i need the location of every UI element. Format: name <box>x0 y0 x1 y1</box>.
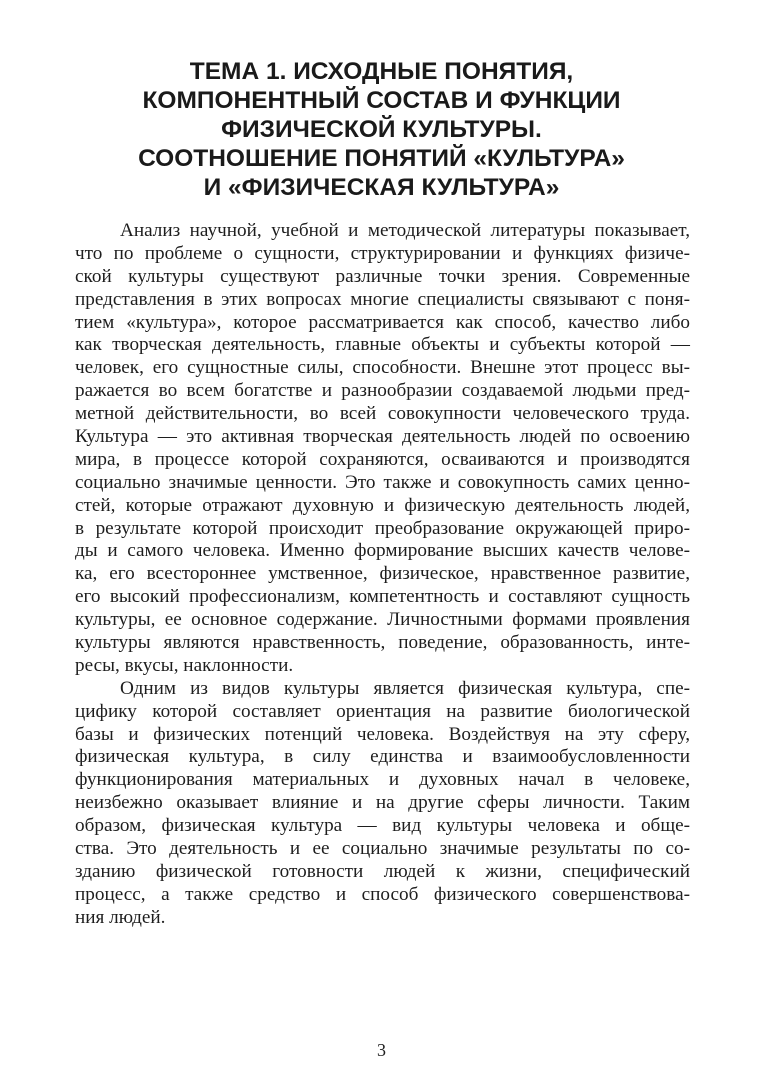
text-line: социально значимые ценности. Это также и совокупность самих ценно- <box>75 471 690 493</box>
paragraph-1 <box>75 220 690 678</box>
text-line: как творческая деятельность, главные объекты и субъекты которой — <box>75 334 690 356</box>
text-line: Анализ научной, учебной и методической литературы показывает, <box>120 220 690 241</box>
text-line: цифику которой составляет ориентация на развитие биологической <box>75 700 690 722</box>
text-line: функционирования материальных и духовных начал в человеке, <box>75 769 690 791</box>
title-line: ТЕМА 1. ИСХОДНЫЕ ПОНЯТИЯ, <box>189 58 574 85</box>
text-line: стей, которые отражают духовную и физическую деятельность людей, <box>75 494 690 516</box>
title-line: И «ФИЗИЧЕСКАЯ КУЛЬТУРА» <box>203 174 560 201</box>
paragraph-2 <box>75 678 690 930</box>
text-line: неизбежно оказывает влияние и на другие сферы личности. Таким <box>75 792 690 814</box>
chapter-title <box>70 57 693 202</box>
text-line: ражается во всем богатстве и разнообразии создаваемой людьми пред- <box>75 380 690 402</box>
body-text <box>75 220 690 930</box>
text-line: в результате которой происходит преобразование окружающей приро- <box>75 517 690 539</box>
text-line: человек, его сущностные силы, способности. Внешне этот процесс вы- <box>75 357 690 379</box>
title-line: СООТНОШЕНИЕ ПОНЯТИЙ «КУЛЬТУРА» <box>138 145 625 172</box>
page-number: 3 <box>377 1040 386 1060</box>
text-line: мира, в процессе которой сохраняются, осваиваются и производятся <box>75 448 690 470</box>
text-line: образом, физическая культура — вид культуры человека и обще- <box>75 815 690 837</box>
text-line: базы и физических потенций человека. Воздействуя на эту сферу, <box>75 723 690 745</box>
text-line: культуры, ее основное содержание. Личностными формами проявления <box>75 609 690 631</box>
text-line: метной действительности, во всей совокупности человеческого труда. <box>75 403 690 425</box>
title-line: КОМПОНЕНТНЫЙ СОСТАВ И ФУНКЦИИ <box>142 87 621 114</box>
title-line: ФИЗИЧЕСКОЙ КУЛЬТУРЫ. <box>221 116 542 143</box>
text-line: ства. Это деятельность и ее социально значимые результаты по со- <box>75 838 690 860</box>
text-line: Одним из видов культуры является физическая культура, спе- <box>120 677 690 699</box>
text-line: его высокий профессионализм, компетентность и составляют сущность <box>75 586 690 608</box>
text-line: ды и самого человека. Именно формирование высших качеств челове- <box>75 540 690 562</box>
text-line: процесс, а также средство и способ физического совершенствова- <box>75 883 690 905</box>
text-line: ния людей. <box>75 906 166 928</box>
text-line: представления в этих вопросах многие специалисты связывают с поня- <box>75 288 690 310</box>
text-line: ка, его всестороннее умственное, физическое, нравственное развитие, <box>75 563 690 585</box>
text-line: культуры являются нравственность, поведение, образованность, инте- <box>75 632 690 654</box>
text-line: что по проблеме о сущности, структурировании и функциях физиче- <box>75 242 690 264</box>
text-line: физическая культура, в силу единства и взаимообусловленности <box>75 746 690 768</box>
text-line: зданию физической готовности людей к жизни, специфический <box>75 860 690 882</box>
text-line: ресы, вкусы, наклонности. <box>75 654 294 676</box>
text-line: ской культуры существуют различные точки зрения. Современные <box>75 265 690 287</box>
text-line: тием «культура», которое рассматривается как способ, качество либо <box>75 311 690 333</box>
text-line: Культура — это активная творческая деятельность людей по освоению <box>75 426 690 448</box>
